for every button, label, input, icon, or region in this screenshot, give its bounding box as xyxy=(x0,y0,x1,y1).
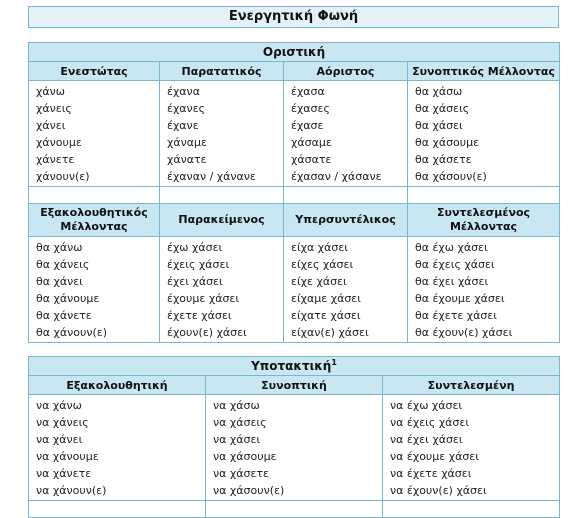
verb-form: έχω χάσει xyxy=(167,241,223,254)
empty-cell xyxy=(408,187,560,204)
verb-form: είχες χάσει xyxy=(291,258,354,271)
header-line: Συντελεσμένος xyxy=(437,206,531,219)
column-header-completed: Συντελεσμένη xyxy=(383,376,560,395)
verb-form: να χάνετε xyxy=(36,467,92,480)
verb-form: έχουν(ε) χάσει xyxy=(167,326,247,339)
forms-continuous-future xyxy=(29,237,160,343)
verb-form: να έχω χάσει xyxy=(390,399,463,412)
header-line: Εξακολουθητικός xyxy=(40,206,148,219)
verb-form: να έχουν(ε) χάσει xyxy=(390,484,487,497)
verb-form: να χάσεις xyxy=(213,416,267,429)
column-header-present: Ενεστώτας xyxy=(29,62,160,81)
column-header-future-perfect xyxy=(408,204,560,237)
verb-form: έχασες xyxy=(291,102,330,115)
subjunctive-table xyxy=(28,356,560,518)
indicative-table xyxy=(28,42,560,343)
column-header-perfect xyxy=(160,204,284,237)
empty-cell xyxy=(206,501,383,518)
header-line: Μέλλοντας xyxy=(449,220,518,233)
verb-form: είχαμε χάσει xyxy=(291,292,361,305)
verb-form: να χάνουν(ε) xyxy=(36,484,107,497)
empty-cell xyxy=(383,501,560,518)
verb-form: χάσαμε xyxy=(291,136,332,149)
column-header-aorist: Αόριστος xyxy=(284,62,408,81)
verb-form: έχετε χάσει xyxy=(167,309,232,322)
verb-form: να χάνουμε xyxy=(36,450,99,463)
verb-form: έχασε xyxy=(291,119,324,132)
verb-form: χάνει xyxy=(36,119,66,132)
verb-form: χάνεις xyxy=(36,102,72,115)
subjunctive-heading xyxy=(29,357,560,376)
spacer-row xyxy=(29,501,560,518)
verb-form: θα χάσεις xyxy=(415,102,470,115)
forms-subj-simple xyxy=(206,395,383,501)
subjunctive-heading-text: Υποτακτική xyxy=(251,359,332,373)
verb-form: θα χάνουμε xyxy=(36,292,100,305)
verb-form: να χάνει xyxy=(36,433,83,446)
verb-form: έχει χάσει xyxy=(167,275,223,288)
verb-form: να έχει χάσει xyxy=(390,433,463,446)
verb-form: να χάσει xyxy=(213,433,261,446)
verb-form: είχα χάσει xyxy=(291,241,349,254)
forms-aorist xyxy=(284,81,408,187)
verb-form: θα χάσετε xyxy=(415,153,472,166)
header-line: Παρακείμενος xyxy=(178,213,265,226)
header-line: Υπερσυντέλικος xyxy=(295,213,396,226)
verb-form: θα έχεις χάσει xyxy=(415,258,495,271)
verb-form: χάνετε xyxy=(36,153,75,166)
page-title: Ενεργητική Φωνή xyxy=(28,6,559,28)
verb-form: είχατε χάσει xyxy=(291,309,361,322)
verb-form: να χάνεις xyxy=(36,416,89,429)
forms-subj-completed xyxy=(383,395,560,501)
verb-form: να έχετε χάσει xyxy=(390,467,472,480)
verb-form: θα έχουν(ε) χάσει xyxy=(415,326,513,339)
verb-form: να έχεις χάσει xyxy=(390,416,470,429)
verb-form: χάνω xyxy=(36,85,65,98)
verb-form: έχασα xyxy=(291,85,325,98)
column-header-simple: Συνοπτική xyxy=(206,376,383,395)
verb-form: να χάσετε xyxy=(213,467,269,480)
verb-form: θα χάνω xyxy=(36,241,83,254)
empty-cell xyxy=(29,501,206,518)
verb-form: χάνατε xyxy=(167,153,207,166)
verb-form: έχουμε χάσει xyxy=(167,292,240,305)
verb-form: να χάνω xyxy=(36,399,82,412)
verb-form: θα έχω χάσει xyxy=(415,241,488,254)
column-header-continuous: Εξακολουθητική xyxy=(29,376,206,395)
footnote-marker: 1 xyxy=(331,358,337,367)
verb-form: έχαναν / χάνανε xyxy=(167,170,256,183)
verb-form: θα χάνετε xyxy=(36,309,92,322)
verb-form: έχανα xyxy=(167,85,200,98)
empty-cell xyxy=(29,187,160,204)
column-header-pluperfect xyxy=(284,204,408,237)
verb-form: να χάσω xyxy=(213,399,260,412)
verb-form: να χάσουμε xyxy=(213,450,277,463)
forms-pluperfect xyxy=(284,237,408,343)
column-header-imperfect: Παρατατικός xyxy=(160,62,284,81)
verb-form: θα χάνουν(ε) xyxy=(36,326,107,339)
indicative-heading: Οριστική xyxy=(29,43,560,62)
verb-form: χάνουν(ε) xyxy=(36,170,90,183)
verb-form: χάνουμε xyxy=(36,136,82,149)
forms-simple-future xyxy=(408,81,560,187)
verb-form: χάσατε xyxy=(291,153,332,166)
verb-form: θα έχετε χάσει xyxy=(415,309,498,322)
verb-form: έχανε xyxy=(167,119,199,132)
verb-form: θα έχει χάσει xyxy=(415,275,489,288)
verb-form: θα χάσει xyxy=(415,119,463,132)
verb-form: είχαν(ε) χάσει xyxy=(291,326,369,339)
forms-perfect xyxy=(160,237,284,343)
verb-form: έχανες xyxy=(167,102,206,115)
column-header-simple-future: Συνοπτικός Μέλλοντας xyxy=(408,62,560,81)
verb-form: έχεις χάσει xyxy=(167,258,230,271)
forms-future-perfect xyxy=(408,237,560,343)
header-line: Μέλλοντας xyxy=(60,220,128,233)
verb-form: θα χάσουμε xyxy=(415,136,480,149)
forms-present xyxy=(29,81,160,187)
empty-cell xyxy=(160,187,284,204)
verb-form: θα χάσουν(ε) xyxy=(415,170,487,183)
empty-cell xyxy=(284,187,408,204)
verb-form: είχε χάσει xyxy=(291,275,347,288)
verb-form: να έχουμε χάσει xyxy=(390,450,479,463)
spacer-row xyxy=(29,187,560,204)
verb-form: χάναμε xyxy=(167,136,207,149)
verb-form: έχασαν / χάσανε xyxy=(291,170,382,183)
verb-form: να χάσουν(ε) xyxy=(213,484,285,497)
column-header-continuous-future xyxy=(29,204,160,237)
forms-imperfect xyxy=(160,81,284,187)
verb-form: θα χάσω xyxy=(415,85,463,98)
verb-form: θα έχουμε χάσει xyxy=(415,292,505,305)
verb-form: θα χάνεις xyxy=(36,258,90,271)
forms-subj-continuous xyxy=(29,395,206,501)
verb-form: θα χάνει xyxy=(36,275,83,288)
